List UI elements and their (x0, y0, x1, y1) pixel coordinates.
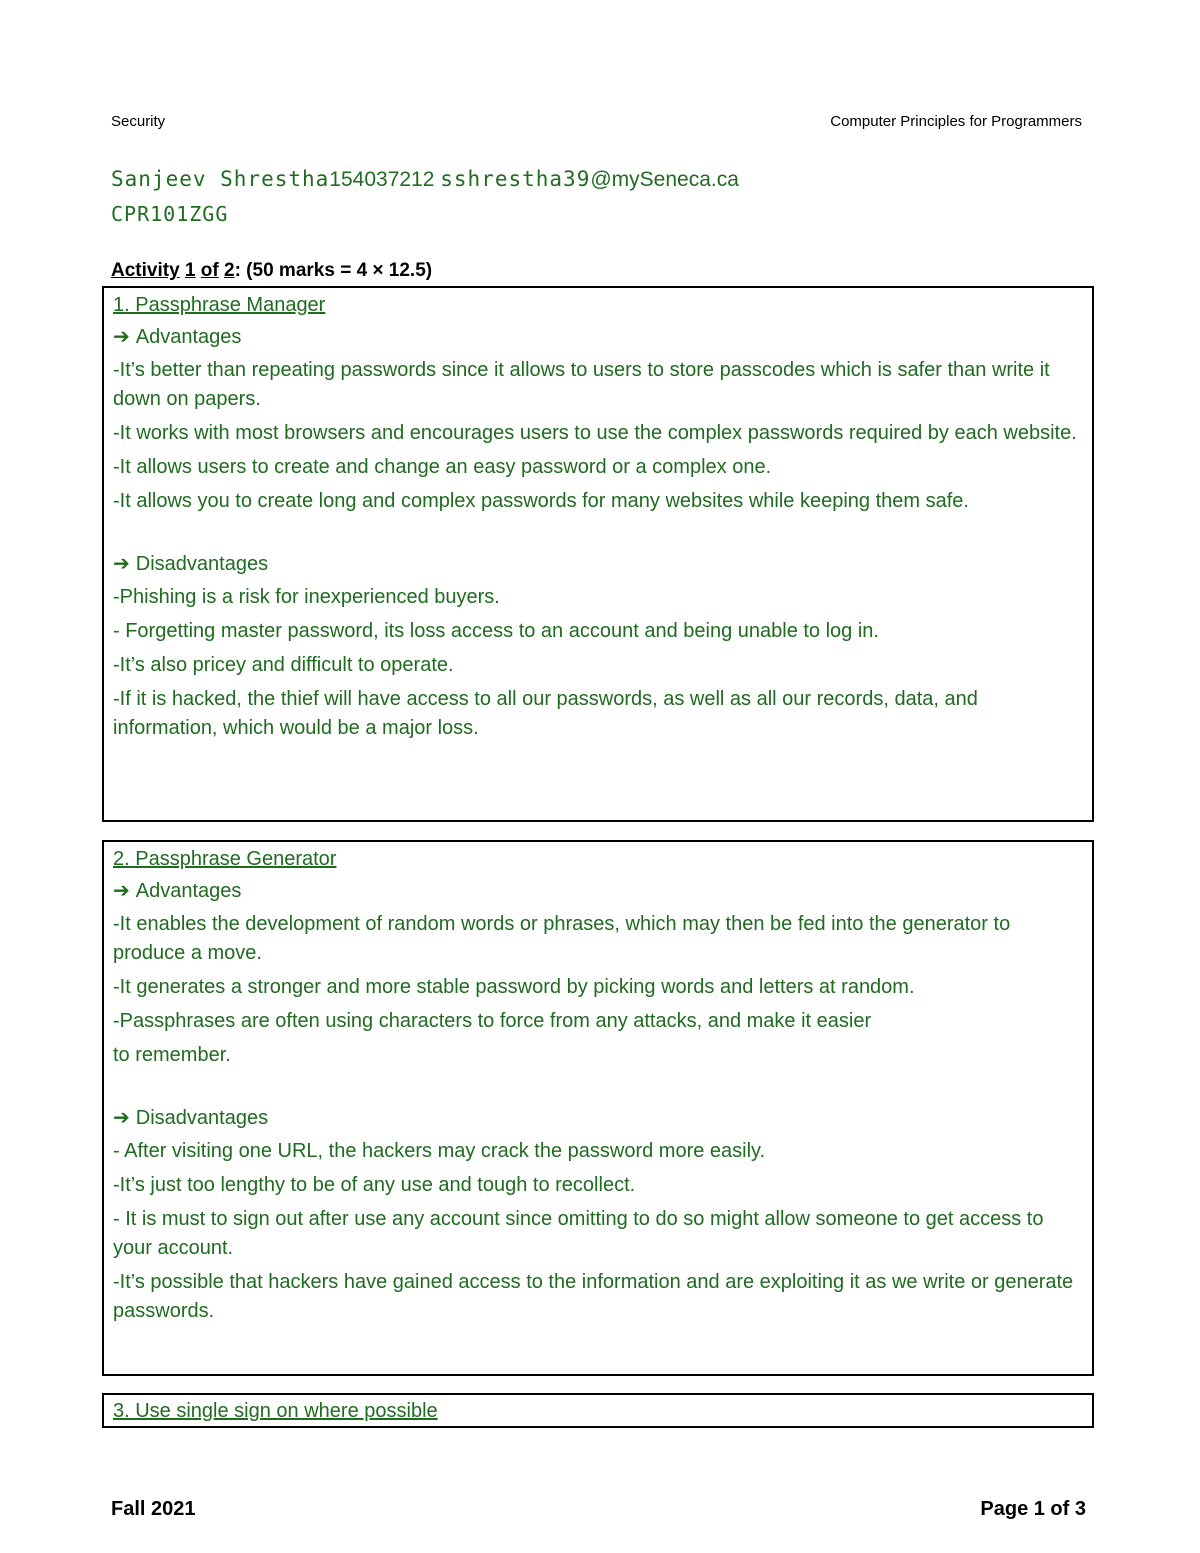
list-item: -It’s better than repeating passwords since it allows to users to store passcodes which is safer than write it down on papers. (113, 359, 1050, 410)
list-item: - It is must to sign out after use any account since omitting to do so might allow someone to get access to your account. (113, 1208, 1044, 1259)
student-info-line (111, 167, 739, 192)
right-arrow-icon: ➔ (113, 326, 130, 348)
disadvantages-heading: ➔ Disadvantages (113, 553, 269, 575)
list-item: -It allows users to create and change an easy password or a complex one. (113, 456, 772, 478)
list-item: -It’s possible that hackers have gained access to the information and are exploiting it as we write or generate passwords. (113, 1271, 1074, 1322)
activity-marks: : (50 marks = 4 × 12.5) (234, 260, 433, 281)
activity-number: 1 (184, 260, 196, 281)
list-item: -Phishing is a risk for inexperienced buyers. (113, 586, 500, 608)
student-email-user: sshrestha39 (440, 167, 591, 191)
header-course-topic: Security (111, 113, 166, 130)
right-arrow-icon: ➔ (113, 553, 130, 575)
student-name: Sanjeev Shrestha (111, 167, 330, 191)
student-id: 154037212 (329, 168, 435, 191)
advantages-heading: ➔ Advantages (113, 880, 242, 902)
right-arrow-icon: ➔ (113, 880, 130, 902)
list-item: -It enables the development of random words or phrases, which may then be fed into the generator to produce a move. (113, 913, 1011, 964)
activity-heading (111, 260, 432, 282)
activity-word: Activity (111, 260, 180, 281)
list-item: -It works with most browsers and encourages users to use the complex passwords required by each website. (113, 422, 1077, 444)
disadvantages-heading: ➔ Disadvantages (113, 1107, 269, 1129)
box-title: 2. Passphrase Generator (113, 848, 337, 870)
course-code: CPR101ZGG (111, 202, 229, 226)
footer-page-number: Page 1 of 3 (980, 1498, 1086, 1520)
list-item: -It’s also pricey and difficult to operate. (113, 654, 454, 676)
list-item: -Passphrases are often using characters to force from any attacks, and make it easier (113, 1010, 872, 1032)
header-course-title: Computer Principles for Programmers (830, 113, 1082, 130)
box-title: 1. Passphrase Manager (113, 294, 326, 316)
footer-term: Fall 2021 (111, 1498, 196, 1520)
answer-box-passphrase-generator (102, 840, 1094, 1376)
list-item: - Forgetting master password, its loss access to an account and being unable to log in. (113, 620, 879, 642)
activity-total: 2 (224, 260, 235, 281)
list-item: -It allows you to create long and complex passwords for many websites while keeping them safe. (113, 490, 969, 512)
answer-box-single-sign-on (102, 1393, 1094, 1428)
right-arrow-icon: ➔ (113, 1107, 130, 1129)
list-item: -It generates a stronger and more stable password by picking words and letters at random. (113, 976, 915, 998)
advantages-heading: ➔ Advantages (113, 326, 242, 348)
list-item: -If it is hacked, the thief will have access to all our passwords, as well as all our records, data, and information, which would be a major loss. (113, 688, 978, 739)
list-item: - After visiting one URL, the hackers may crack the password more easily. (113, 1140, 766, 1162)
box-title: 3. Use single sign on where possible (113, 1400, 438, 1422)
list-item: -It’s just too lengthy to be of any use and tough to recollect. (113, 1174, 636, 1196)
student-email-domain: @mySeneca.ca (590, 168, 739, 191)
list-item: to remember. (113, 1044, 231, 1066)
activity-of: of (200, 260, 219, 281)
answer-box-passphrase-manager (102, 286, 1094, 822)
